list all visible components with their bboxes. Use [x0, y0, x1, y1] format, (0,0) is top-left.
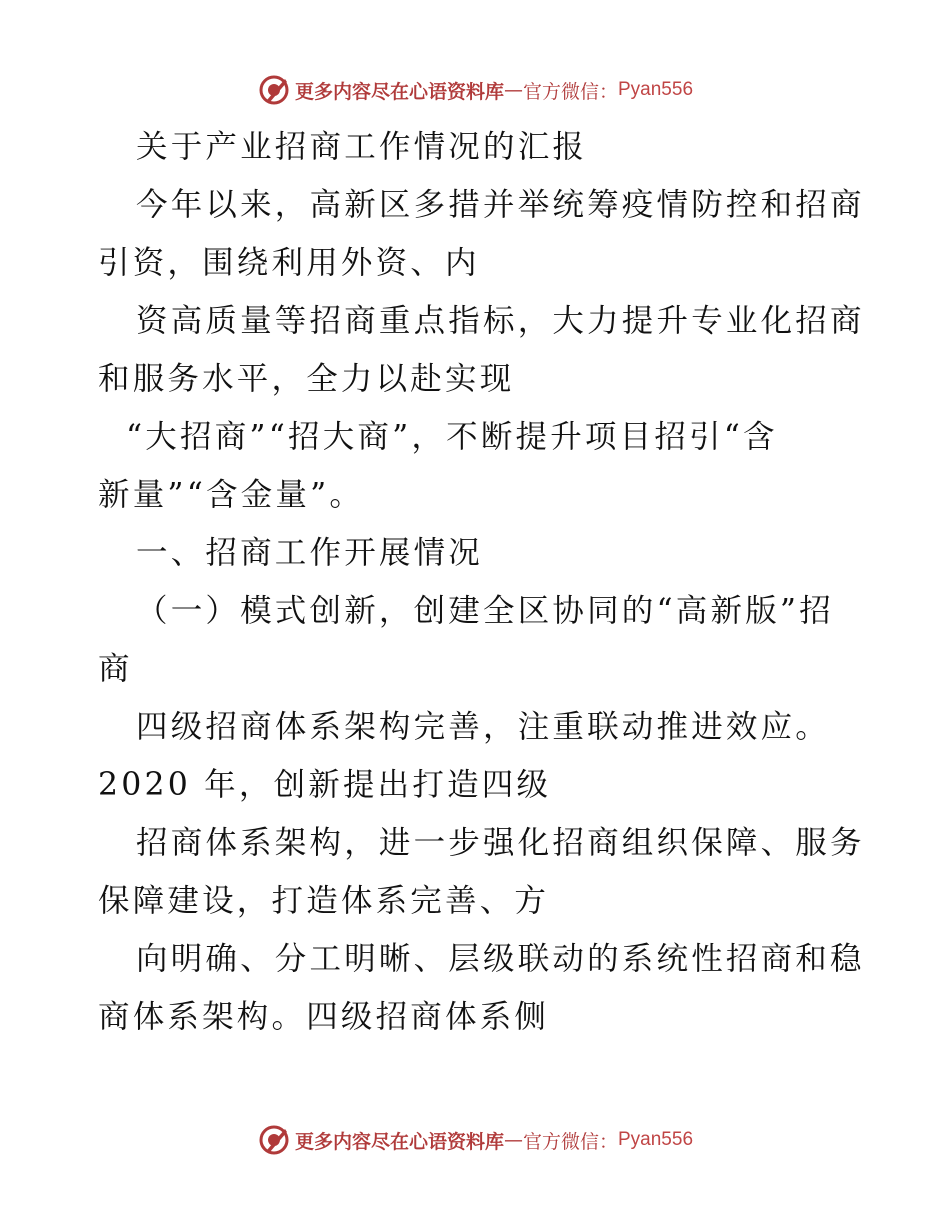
footer-watermark-banner — [0, 1120, 950, 1160]
paragraph-line: 向明确、分工明晰、层级联动的系统性招商和稳 — [136, 941, 865, 977]
paragraph-line: 保障建设，打造体系完善、方 — [98, 883, 550, 919]
section-heading: 一、招商工作开展情况 — [136, 535, 484, 571]
document-title: 关于产业招商工作情况的汇报 — [136, 129, 588, 165]
banner-wechat-id: Pyan556 — [618, 79, 694, 100]
banner-wechat-id: Pyan556 — [618, 1129, 694, 1150]
paragraph-line: 2020 年，创新提出打造四级 — [98, 767, 552, 803]
paragraph-line: 商体系架构。四级招商体系侧 — [98, 999, 550, 1035]
header-watermark-banner — [0, 70, 950, 110]
paragraph-line: 招商体系架构，进一步强化招商组织保障、服务 — [136, 825, 865, 861]
banner-brand-text: 更多内容尽在心语资料库 — [294, 80, 504, 103]
banner-wechat-label: 官方微信： — [522, 80, 618, 103]
paragraph-line: 新量”“含金量”。 — [98, 477, 365, 513]
paragraph-line: “大招商”“招大商”，不断提升项目招引“含 — [126, 419, 778, 455]
paragraph-line: 资高质量等招商重点指标，大力提升专业化招商 — [136, 303, 865, 339]
banner-brand-text: 更多内容尽在心语资料库 — [294, 1130, 504, 1153]
banner-wechat-label: 官方微信： — [522, 1130, 618, 1153]
subsection-heading-continued: 商 — [98, 651, 133, 687]
paragraph-line: 今年以来，高新区多措并举统筹疫情防控和招商 — [136, 187, 865, 223]
paragraph-line: 引资，围绕利用外资、内 — [98, 245, 480, 281]
banner-separator: — — [503, 1129, 523, 1151]
subsection-heading: （一）模式创新，创建全区协同的“高新版”招 — [136, 593, 834, 629]
brand-logo-icon — [257, 73, 291, 107]
document-body — [98, 118, 865, 1046]
banner-separator: — — [503, 79, 523, 101]
paragraph-line: 和服务水平，全力以赴实现 — [98, 361, 515, 397]
brand-logo-icon — [257, 1123, 291, 1157]
paragraph-line: 四级招商体系架构完善，注重联动推进效应。 — [136, 709, 831, 745]
